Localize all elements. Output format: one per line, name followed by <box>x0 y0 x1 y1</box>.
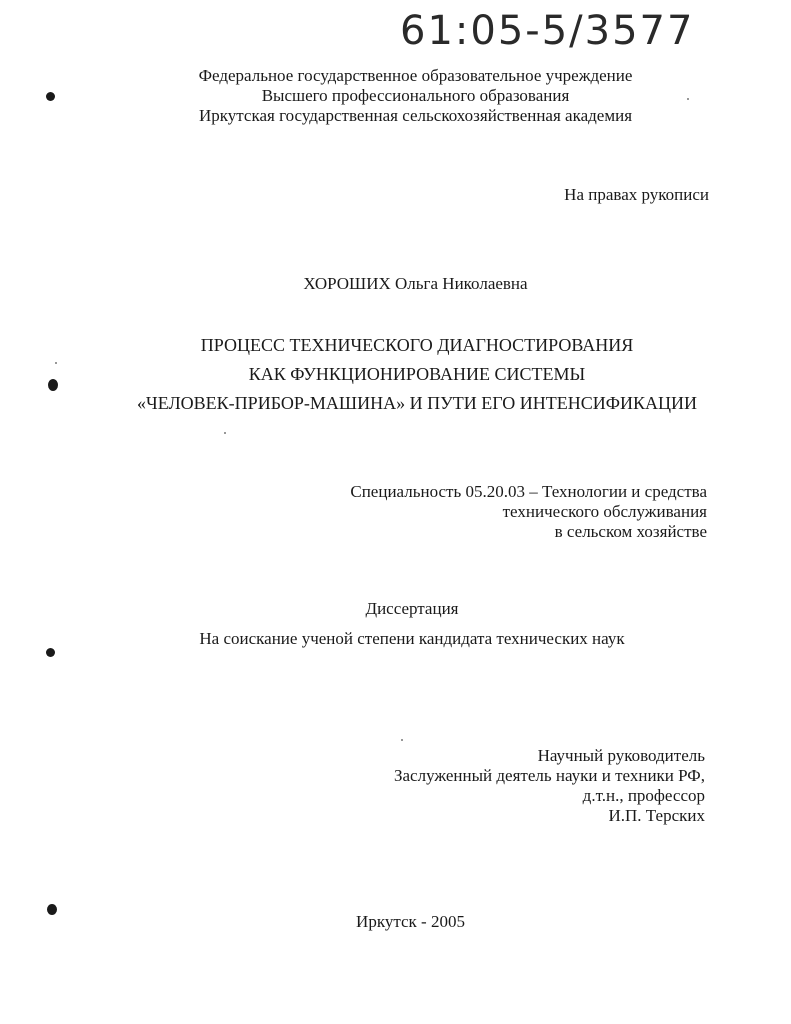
institution-line-3: Иркутская государственная сельскохозяйственная академия <box>198 106 633 125</box>
supervisor-line-4: И.П. Терских <box>608 806 705 825</box>
specialty-line-3: в сельском хозяйстве <box>554 522 707 541</box>
city-year: Иркутск - 2005 <box>356 912 465 931</box>
manuscript-note: На правах рукописи <box>564 185 709 204</box>
supervisor-line-3: д.т.н., профессор <box>582 786 705 805</box>
punch-hole-1 <box>46 92 55 101</box>
specialty-block <box>350 482 707 542</box>
punch-hole-4 <box>47 904 57 915</box>
degree-statement: На соискание ученой степени кандидата технических наук <box>199 629 625 648</box>
title-line-1: ПРОЦЕСС ТЕХНИЧЕСКОГО ДИАГНОСТИРОВАНИЯ <box>200 335 634 355</box>
specialty-line-2: технического обслуживания <box>502 502 707 521</box>
institution-line-2: Высшего профессионального образования <box>261 86 570 105</box>
supervisor-block <box>394 746 705 826</box>
scan-speck-2 <box>224 432 226 434</box>
scan-speck-1 <box>687 98 689 100</box>
scan-speck-4 <box>55 362 57 364</box>
specialty-line-1: Специальность 05.20.03 – Технологии и средства <box>350 482 707 501</box>
dissertation-title <box>0 331 791 418</box>
institution-header <box>0 66 791 126</box>
author-name: ХОРОШИХ Ольга Николаевна <box>303 274 528 293</box>
punch-hole-2 <box>48 379 58 391</box>
title-line-3: «ЧЕЛОВЕК-ПРИБОР-МАШИНА» И ПУТИ ЕГО ИНТЕНСИФИКАЦИИ <box>137 393 697 413</box>
institution-line-1: Федеральное государственное образовательное учреждение <box>198 66 633 85</box>
scan-speck-3 <box>401 739 403 741</box>
supervisor-line-2: Заслуженный деятель науки и техники РФ, <box>393 766 705 785</box>
archive-code-text: 61:05-5/3577 <box>400 8 695 54</box>
handwritten-archive-code <box>398 4 698 54</box>
title-line-2: КАК ФУНКЦИОНИРОВАНИЕ СИСТЕМЫ <box>248 364 586 384</box>
document-type: Диссертация <box>365 599 459 618</box>
punch-hole-3 <box>46 648 55 657</box>
supervisor-line-1: Научный руководитель <box>537 746 705 765</box>
